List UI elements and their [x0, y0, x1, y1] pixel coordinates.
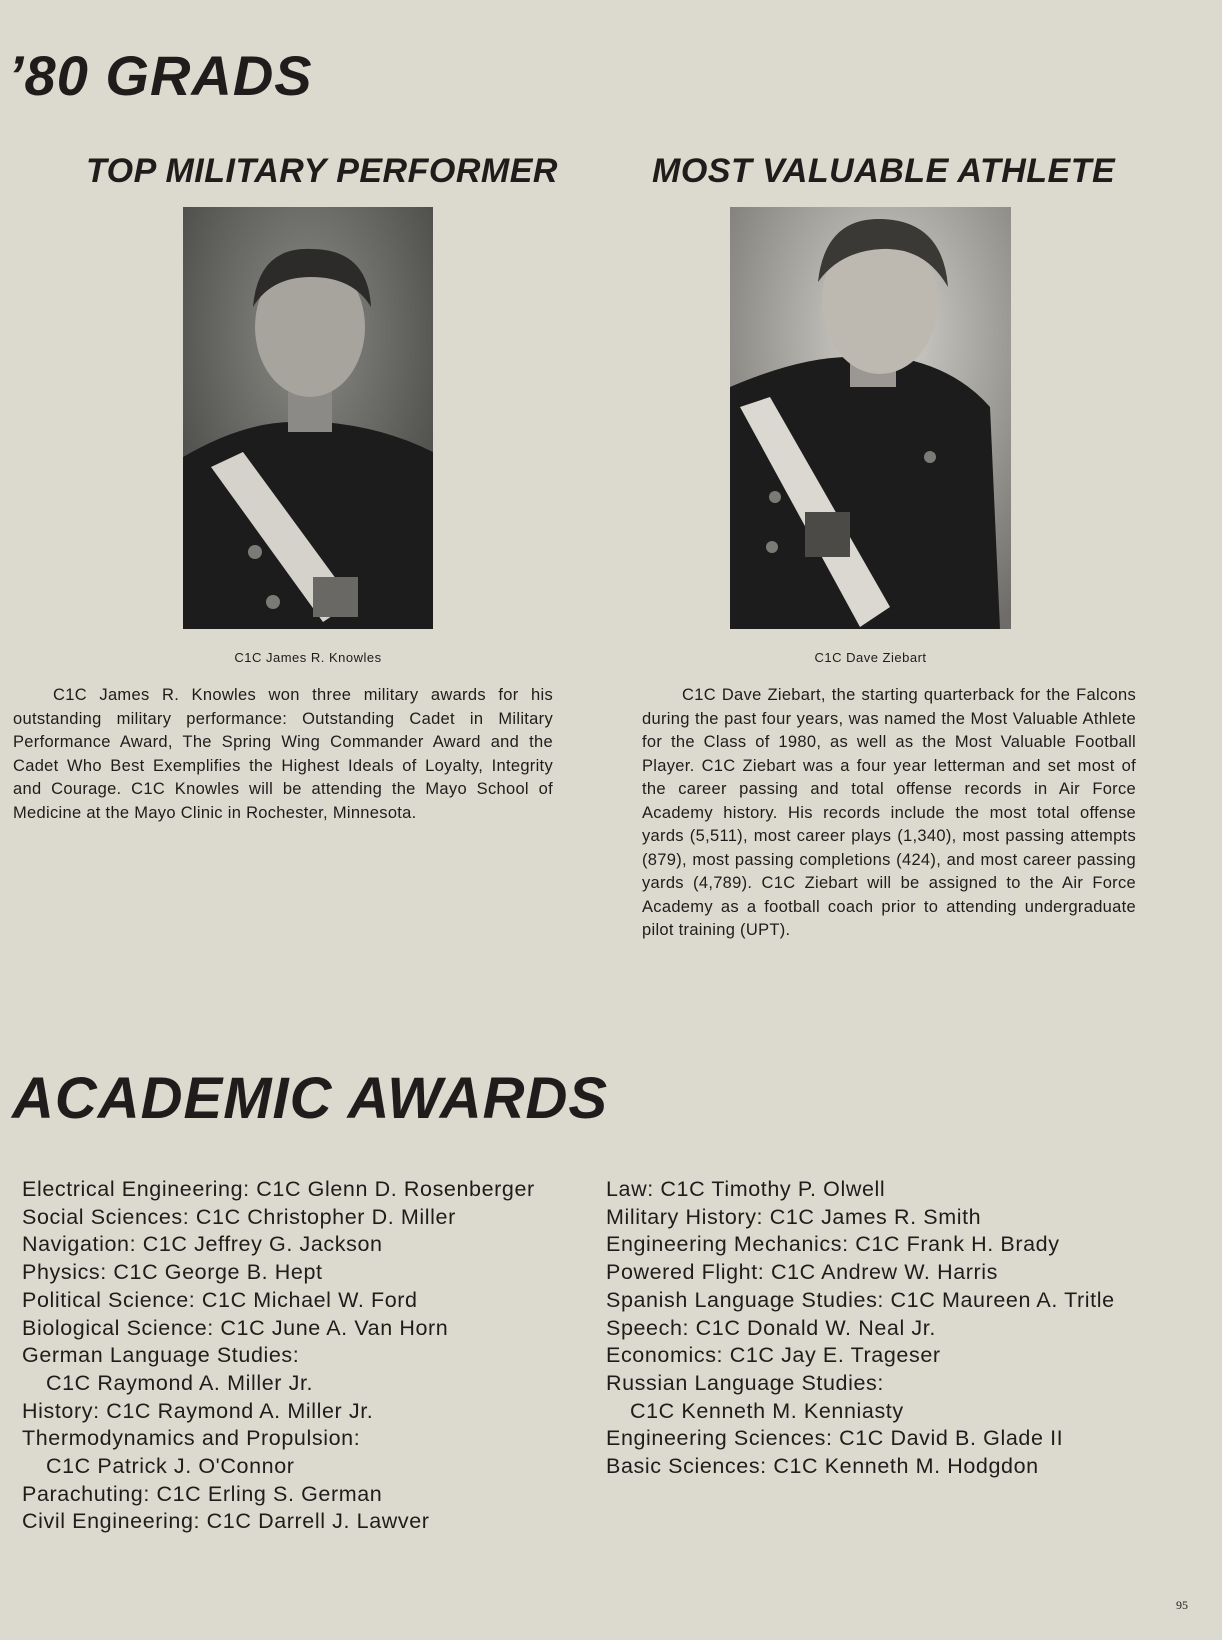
- award-entry: Engineering Mechanics: C1C Frank H. Brady: [606, 1232, 1060, 1257]
- award-entry: Civil Engineering: C1C Darrell J. Lawver: [22, 1509, 430, 1534]
- award-entry: Social Sciences: C1C Christopher D. Miller: [22, 1204, 456, 1229]
- award-entry: Physics: C1C George B. Hept: [22, 1260, 323, 1285]
- award-entry: German Language Studies:: [22, 1343, 300, 1368]
- ziebart-bio-text: C1C Dave Ziebart, the starting quarterback for the Falcons during the past four years, was named the Most Valuable Athlete for the Class of 1980, as well as the Most Valuable Football Player. C1C Ziebart was a four year letterman and set most of the career passing and total offense records in Air Force Academy history. His records include the most total offense yards (5,511), most career plays (1,340), most passing attempts (879), most passing completions (424), and most career passing yards (4,789). C1C Ziebart will be assigned to the Air Force Academy as a football coach prior to attending undergraduate pilot training (UPT).: [642, 686, 1136, 939]
- ziebart-bio: [642, 684, 1136, 943]
- award-entry: C1C Patrick J. O'Connor: [46, 1454, 295, 1479]
- academic-awards-left-list: [22, 1176, 535, 1536]
- award-entry: C1C Kenneth M. Kenniasty: [630, 1398, 904, 1423]
- award-entry: Electrical Engineering: C1C Glenn D. Rosenberger: [22, 1177, 535, 1201]
- award-entry: Parachuting: C1C Erling S. German: [22, 1481, 383, 1506]
- ziebart-portrait-photo: [730, 207, 1011, 629]
- award-entry: Engineering Sciences: C1C David B. Glade II: [606, 1426, 1064, 1451]
- award-entry: Russian Language Studies:: [606, 1370, 884, 1395]
- page-title: ’80 GRADS: [8, 44, 313, 107]
- award-entry: History: C1C Raymond A. Miller Jr.: [22, 1398, 374, 1423]
- award-entry: Powered Flight: C1C Andrew W. Harris: [606, 1260, 999, 1285]
- academic-awards-right-list: [606, 1176, 1115, 1481]
- ziebart-caption: C1C Dave Ziebart: [814, 650, 927, 665]
- award-entry: Political Science: C1C Michael W. Ford: [22, 1287, 418, 1312]
- academic-awards-title: ACADEMIC AWARDS: [12, 1066, 609, 1131]
- award-entry: Military History: C1C James R. Smith: [606, 1204, 982, 1229]
- award-entry: Economics: C1C Jay E. Trageser: [606, 1343, 941, 1368]
- award-entry: Law: C1C Timothy P. Olwell: [606, 1177, 886, 1201]
- award-entry: Spanish Language Studies: C1C Maureen A. Tritle: [606, 1287, 1115, 1312]
- top-military-performer-heading: TOP MILITARY PERFORMER: [86, 152, 558, 190]
- knowles-bio: [13, 684, 553, 825]
- award-entry: C1C Raymond A. Miller Jr.: [46, 1370, 314, 1395]
- knowles-bio-text: C1C James R. Knowles won three military awards for his outstanding military performance: Outstanding Cadet in Military Performance Award, The Spring Wing Commander Award and the Cadet Who Best Exemplifies the Highest Ideals of Loyalty, Integrity and Courage. C1C Knowles will be attending the Mayo School of Medicine at the Mayo Clinic in Rochester, Minnesota.: [13, 686, 553, 822]
- page-number: 95: [1176, 1598, 1188, 1612]
- award-entry: Thermodynamics and Propulsion:: [22, 1426, 361, 1451]
- knowles-portrait-photo: [183, 207, 433, 629]
- knowles-caption: C1C James R. Knowles: [234, 650, 382, 665]
- most-valuable-athlete-heading: MOST VALUABLE ATHLETE: [652, 152, 1116, 190]
- award-entry: Basic Sciences: C1C Kenneth M. Hodgdon: [606, 1454, 1039, 1479]
- award-entry: Navigation: C1C Jeffrey G. Jackson: [22, 1232, 383, 1257]
- award-entry: Biological Science: C1C June A. Van Horn: [22, 1315, 449, 1340]
- award-entry: Speech: C1C Donald W. Neal Jr.: [606, 1315, 936, 1340]
